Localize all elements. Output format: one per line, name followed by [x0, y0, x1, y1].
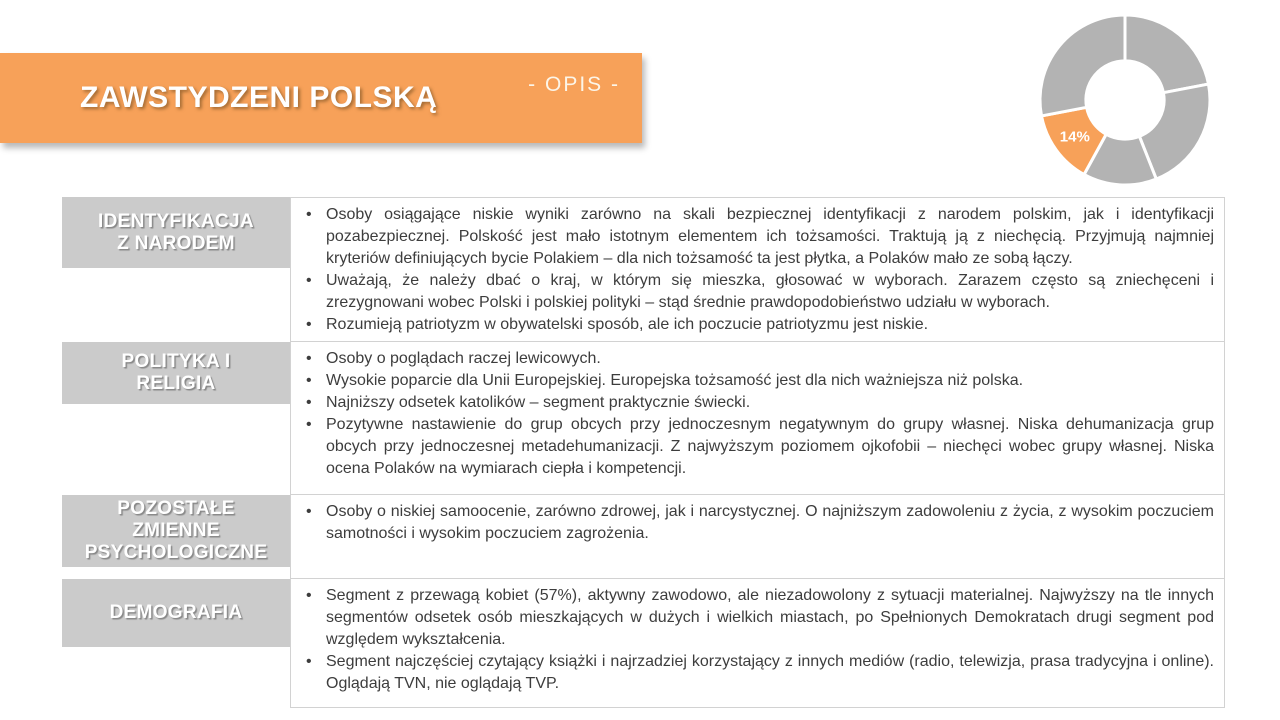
- bullet-list: [299, 585, 1214, 695]
- row-label-box: [62, 197, 290, 268]
- bullet-item: • Segment najczęściej czytający książki i najrzadziej korzystający z innych mediów (radio, telewizja, prasa tradycyjna i online). Oglądają TVN, nie oglądają TVP.: [299, 651, 1214, 695]
- row-label-line: RELIGIA: [136, 373, 216, 394]
- row-label-line: POZOSTAŁE: [117, 498, 235, 519]
- table-row: [62, 342, 1225, 495]
- row-label-line: POLITYKA I: [121, 351, 231, 372]
- row-label-line: Z NARODEM: [117, 232, 235, 254]
- bullet-list: [299, 501, 1214, 545]
- table-row: [62, 197, 1225, 342]
- bullet-item: • Osoby o poglądach raczej lewicowych.: [299, 348, 1214, 370]
- bullet-list: [299, 348, 1214, 480]
- table-row: [62, 495, 1225, 579]
- row-label-cell: [62, 197, 290, 342]
- row-content-cell: [290, 495, 1225, 579]
- bullet-item: • Osoby o niskiej samoocenie, zarówno zdrowej, jak i narcystycznej. O najniższym zadowoleniu z życia, z wysokim poczuciem samotności i wysokim poczuciem zagrożenia.: [299, 501, 1214, 545]
- bullet-item: • Najniższy odsetek katolików – segment praktycznie świecki.: [299, 392, 1214, 414]
- row-label-line: ZMIENNE: [132, 520, 220, 541]
- row-label-box: [62, 579, 290, 647]
- row-label-cell: [62, 342, 290, 495]
- title-banner: [0, 53, 642, 143]
- row-label-box: [62, 342, 290, 404]
- bullet-item: • Rozumieją patriotyzm w obywatelski sposób, ale ich poczucie patriotyzmu jest niskie.: [299, 314, 1214, 336]
- slide-tag-opis: - OPIS -: [528, 73, 620, 96]
- segment-donut-chart: [1025, 0, 1225, 200]
- bullet-item: • Wysokie poparcie dla Unii Europejskiej. Europejska tożsamość jest dla nich ważniejsza niż polska.: [299, 370, 1214, 392]
- table-row: [62, 579, 1225, 708]
- slide-title: ZAWSTYDZENI POLSKĄ: [80, 81, 438, 114]
- row-label-box: [62, 495, 290, 567]
- row-content-cell: [290, 197, 1225, 342]
- row-content-cell: [290, 342, 1225, 495]
- bullet-list: [299, 204, 1214, 336]
- donut-slice-label: 14%: [1059, 128, 1090, 146]
- donut-slice-5: [1040, 15, 1125, 116]
- row-label-line: IDENTYFIKACJA: [98, 210, 254, 232]
- segment-table: [62, 197, 1225, 708]
- row-label-line: PSYCHOLOGICZNE: [84, 542, 268, 563]
- bullet-item: • Segment z przewagą kobiet (57%), aktywny zawodowo, ale niezadowolony z sytuacji materialnej. Najwyższy na tle innych segmentów odsetek osób mieszkających w dużych i wielkich miastach, po Spełnionych Demokratach drugi segment pod względem wykształcenia.: [299, 585, 1214, 651]
- bullet-item: • Osoby osiągające niskie wyniki zarówno na skali bezpiecznej identyfikacji z narodem polskim, jak i identyfikacji pozabezpiecznej. Polskość jest mało istotnym elementem ich tożsamości. Traktują ją z niechęcią. Przyjmują najmniej kryteriów definiujących bycie Polakiem – dla nich tożsamość ta jest płytka, a Polaków mało ze sobą łączy.: [299, 204, 1214, 270]
- bullet-item: • Pozytywne nastawienie do grup obcych przy jednoczesnym negatywnym do grupy własnej. Niska dehumanizacja grup obcych przy jednoczesnej metadehumanizacji. Z najwyższym poziomem ojkofobii – niechęci wobec grupy własnej. Niska ocena Polaków na wymiarach ciepła i kompetencji.: [299, 414, 1214, 480]
- donut-slice-1: [1125, 15, 1208, 93]
- row-label-cell: [62, 495, 290, 579]
- row-label-cell: [62, 579, 290, 708]
- bullet-item: • Uważają, że należy dbać o kraj, w którym się mieszka, głosować w wyborach. Zarazem często są zniechęceni i zrezygnowani wobec Polski i polskiej polityki – stąd średnie prawdopodobieństwo udziału w wyborach.: [299, 270, 1214, 314]
- row-label-line: DEMOGRAFIA: [109, 602, 243, 623]
- row-content-cell: [290, 579, 1225, 708]
